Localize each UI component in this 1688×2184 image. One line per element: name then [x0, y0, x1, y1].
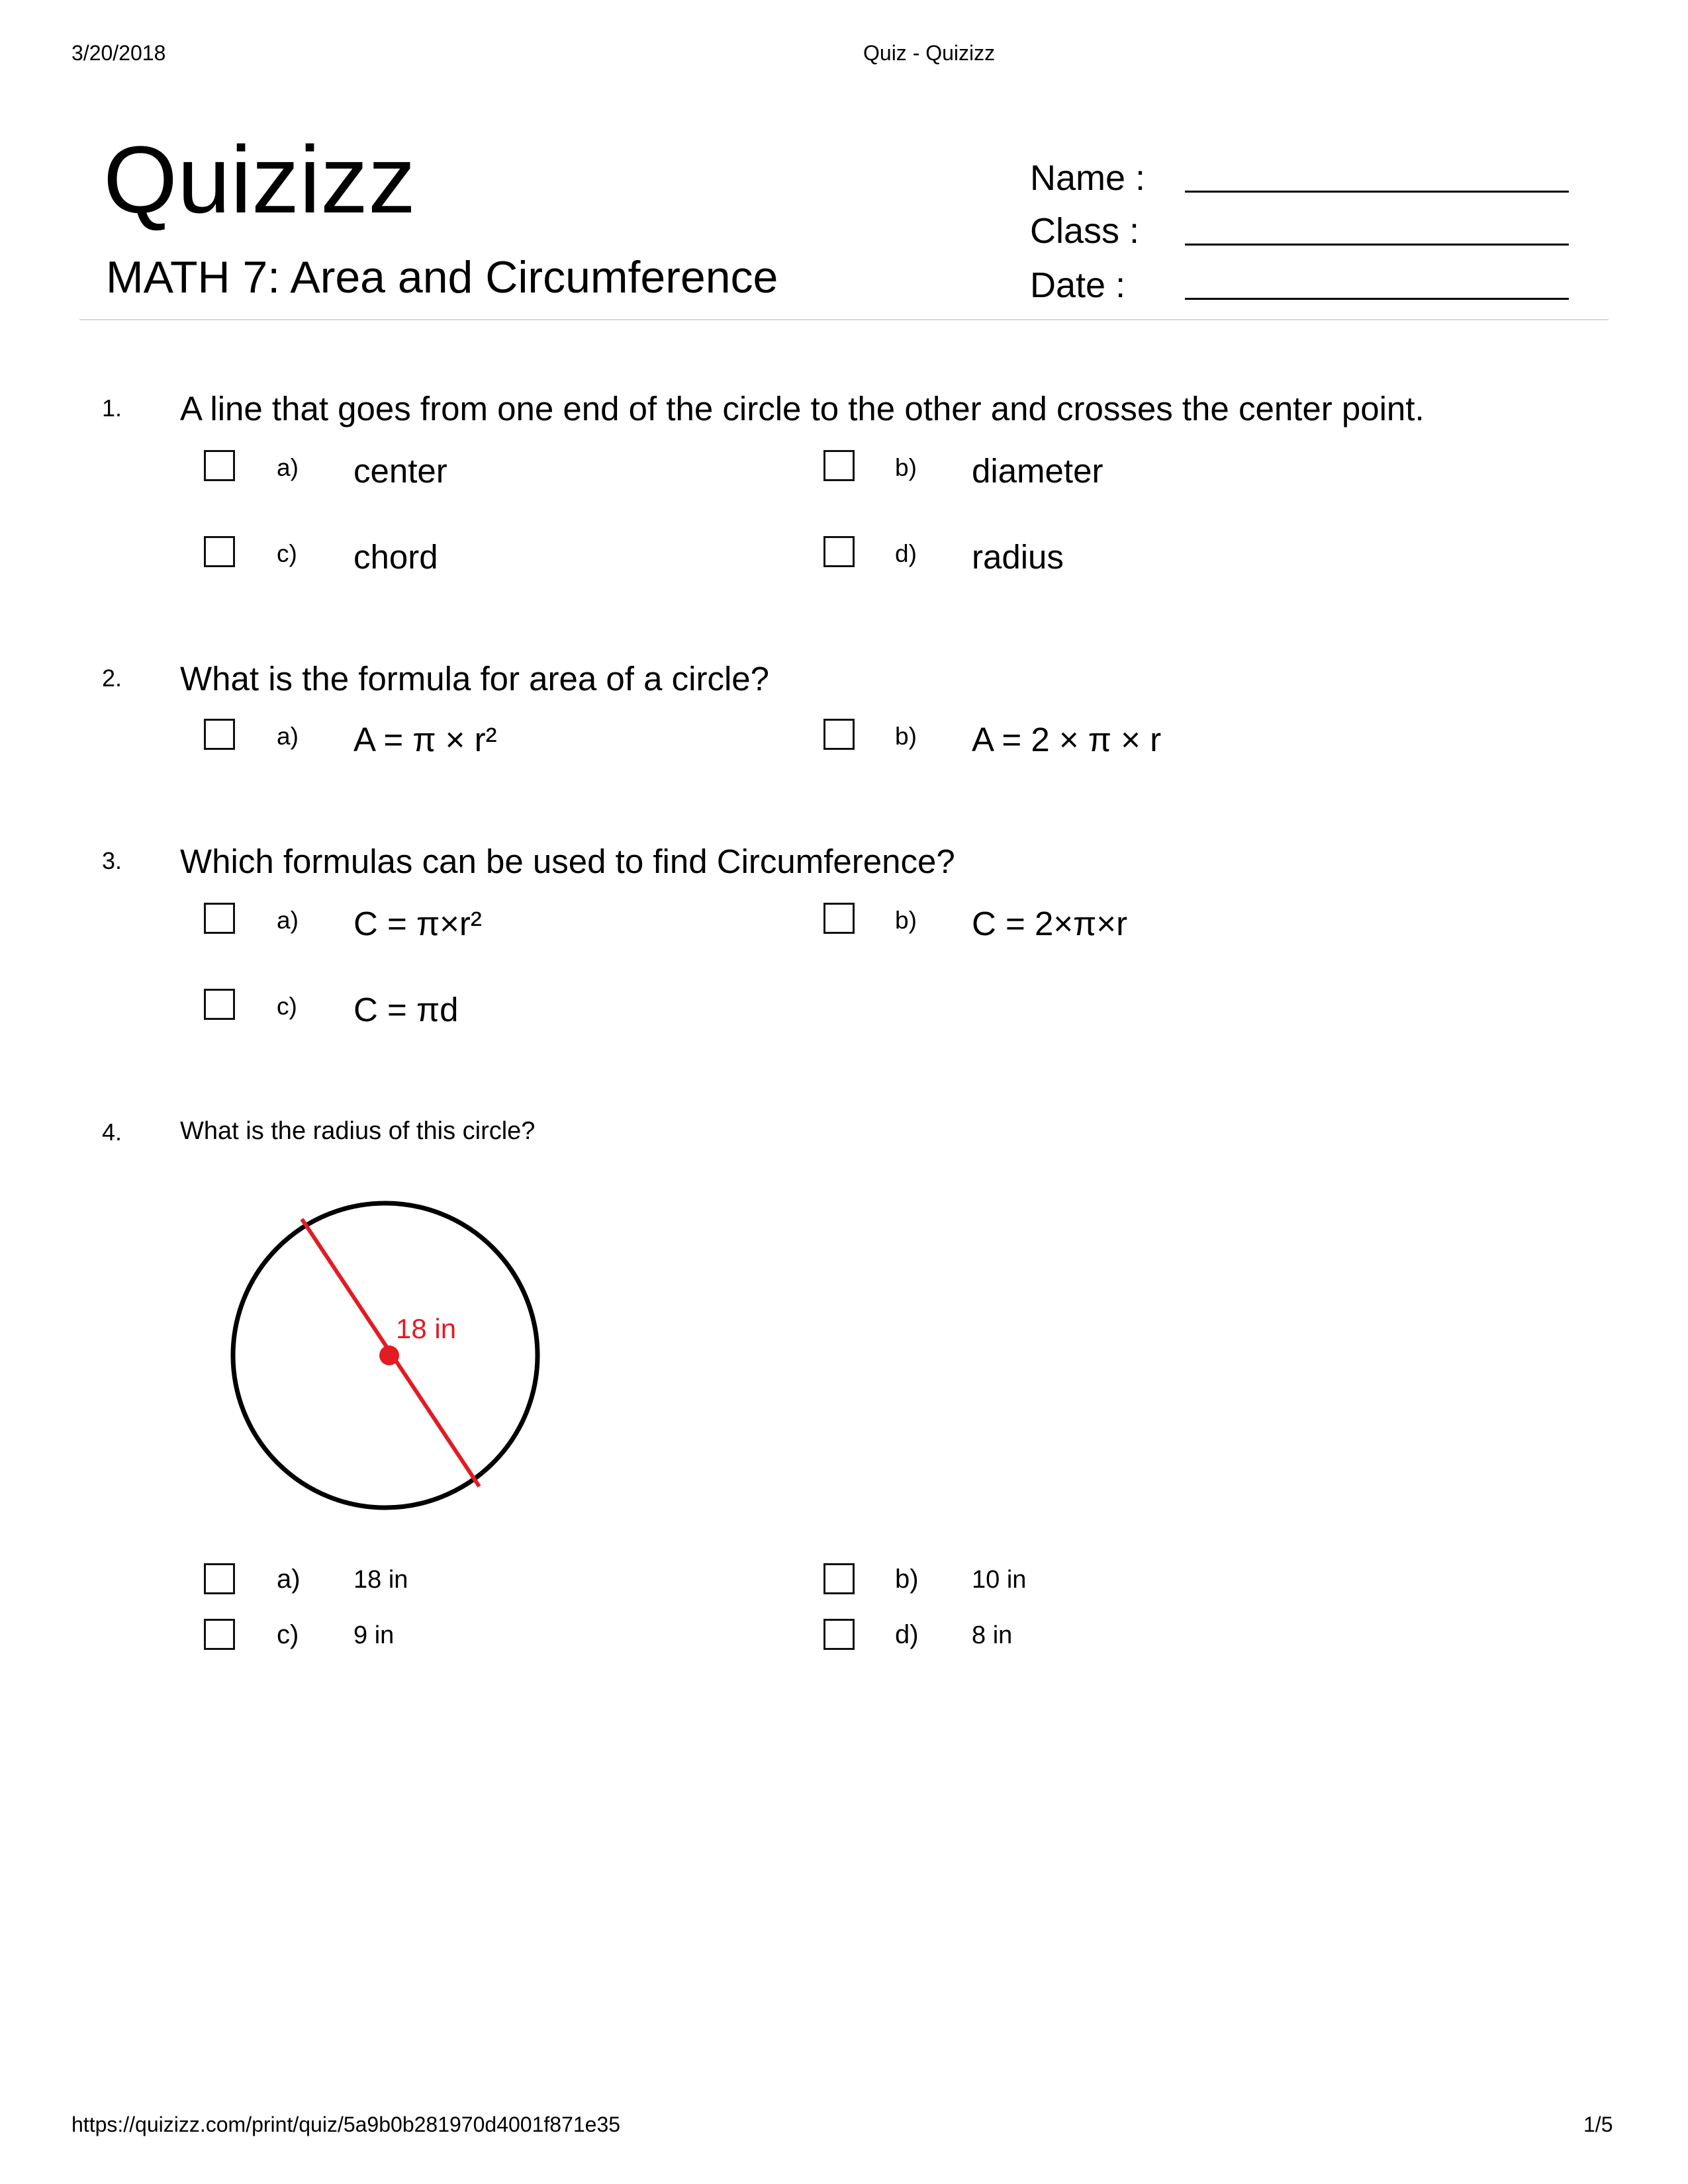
header-divider [79, 319, 1609, 320]
quiz-title: MATH 7: Area and Circumference [106, 252, 778, 302]
q4-option-c-letter: c) [277, 1620, 299, 1649]
q4-option-d-checkbox[interactable] [823, 1619, 855, 1650]
q4-option-b-checkbox[interactable] [823, 1563, 855, 1594]
print-date: 3/20/2018 [71, 41, 166, 65]
q2-option-b-checkbox[interactable] [823, 719, 855, 750]
q2-option-a-checkbox[interactable] [204, 719, 235, 750]
question-3-number: 3. [102, 847, 122, 874]
class-label: Class : [1030, 211, 1140, 251]
q2-option-a-text: A = π × r² [353, 721, 497, 758]
q3-option-c-letter: c) [277, 993, 297, 1020]
q4-option-c-text: 9 in [353, 1621, 395, 1649]
q1-option-c-letter: c) [277, 540, 297, 567]
q2-option-a-letter: a) [277, 723, 299, 750]
circle-figure [218, 1182, 549, 1526]
date-label: Date : [1030, 265, 1126, 305]
print-url: https://quizizz.com/print/quiz/5a9b0b281970d4001f871e35 [71, 2113, 621, 2136]
q3-option-c-checkbox[interactable] [204, 989, 235, 1020]
question-4-number: 4. [102, 1118, 122, 1146]
q1-option-d-letter: d) [895, 540, 917, 567]
print-title: Quiz - Quizizz [863, 41, 996, 65]
question-1-number: 1. [102, 394, 122, 422]
q4-option-a-letter: a) [277, 1565, 301, 1594]
q4-option-b-text: 10 in [972, 1566, 1027, 1594]
q1-option-d-text: radius [972, 538, 1064, 576]
date-field[interactable] [1185, 298, 1569, 300]
q4-option-a-text: 18 in [353, 1566, 408, 1594]
question-2-number: 2. [102, 664, 122, 692]
question-1-text: A line that goes from one end of the circle to the other and crosses the center point. [180, 390, 1425, 428]
q4-option-d-text: 8 in [972, 1621, 1013, 1649]
q3-option-b-text: C = 2×π×r [972, 905, 1128, 942]
question-2-text: What is the formula for area of a circle? [180, 660, 770, 698]
q1-option-a-letter: a) [277, 454, 299, 481]
q1-option-c-text: chord [353, 538, 438, 576]
q3-option-b-checkbox[interactable] [823, 903, 855, 934]
q3-option-b-letter: b) [895, 907, 917, 934]
q4-option-a-checkbox[interactable] [204, 1563, 235, 1594]
question-4-text: What is the radius of this circle? [180, 1117, 536, 1145]
q3-option-a-checkbox[interactable] [204, 903, 235, 934]
q3-option-a-letter: a) [277, 907, 299, 934]
name-label: Name : [1030, 158, 1146, 198]
quizizz-logo: Quizizz [103, 126, 416, 233]
q1-option-a-checkbox[interactable] [204, 450, 235, 481]
q4-option-c-checkbox[interactable] [204, 1619, 235, 1650]
question-3-text: Which formulas can be used to find Circumference? [180, 842, 955, 880]
q4-option-d-letter: d) [895, 1620, 919, 1649]
center-point [379, 1345, 399, 1365]
diameter-label: 18 in [396, 1313, 457, 1344]
q2-option-b-letter: b) [895, 723, 917, 750]
q1-option-b-text: diameter [972, 452, 1103, 490]
name-field[interactable] [1185, 191, 1569, 193]
q4-option-b-letter: b) [895, 1565, 919, 1594]
circle-diagram [218, 1182, 549, 1526]
q1-option-a-text: center [353, 452, 447, 490]
q1-option-b-letter: b) [895, 454, 917, 481]
q3-option-c-text: C = πd [353, 991, 459, 1028]
q3-option-a-text: C = π×r² [353, 905, 482, 942]
q1-option-d-checkbox[interactable] [823, 536, 855, 567]
q2-option-b-text: A = 2 × π × r [972, 721, 1162, 758]
q1-option-b-checkbox[interactable] [823, 450, 855, 481]
page-number: 1/5 [1583, 2113, 1613, 2136]
class-field[interactable] [1185, 244, 1569, 246]
q1-option-c-checkbox[interactable] [204, 536, 235, 567]
